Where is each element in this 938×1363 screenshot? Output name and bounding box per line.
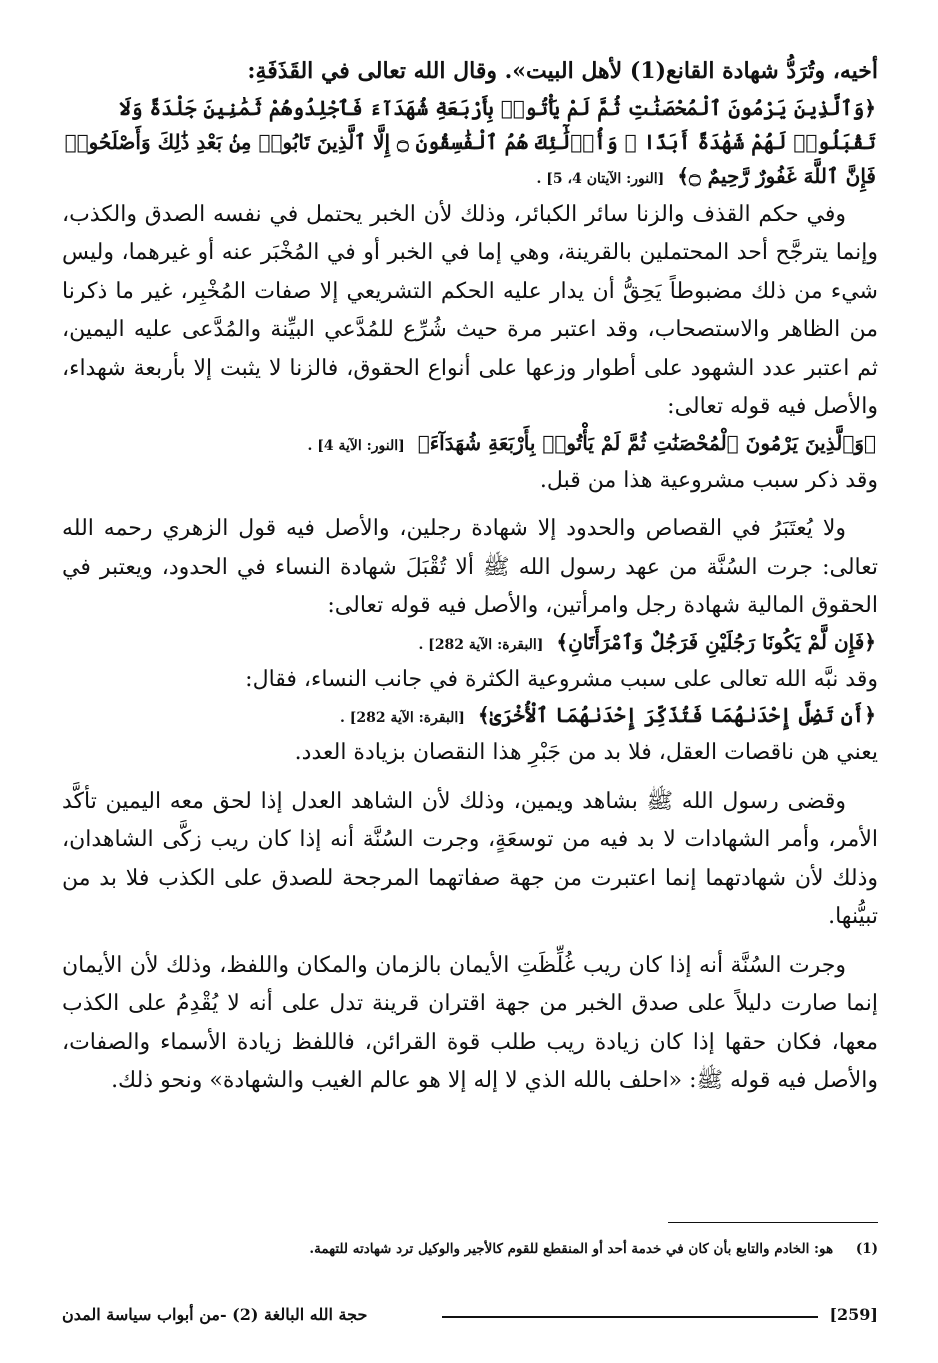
- page-footer: [62, 1305, 878, 1335]
- paragraph-deficiency: يعني هن ناقصات العقل، فلا بد من جَبْرِ هذا النقصان بزيادة العدد.: [294, 740, 878, 765]
- paragraph-qisas-hudud: ولا يُعتَبَرُ في القصاص والحدود إلا شهادة رجلين، والأصل فيه قول الزهري رحمه الله تعالى: جرت السُنَّة من عهد رسول الله ﷺ ألا تُقْبَلَ شهادة النساء في الحدود، ويعتبر في الحقوق المالية شهادة رجل وامرأتين، والأصل فيه قوله تعالى:: [62, 516, 878, 618]
- footnote: [62, 1238, 878, 1260]
- footnote-number: (1): [855, 1241, 878, 1257]
- verse-text: ﴿وَٱلَّذِينَ يَرْمُونَ ٱلْمُحْصَنَٰتِ ثُمَّ لَمْ يَأْتُوا۟ بِأَرْبَعَةِ شُهَدَآءَ فَٱجْلِدُوهُمْ ثَمَٰنِينَ جَلْدَةً وَلَا تَقْبَلُوا۟ لَهُمْ شَهَٰدَةً أَبَدًا ۚ وَأُو۟لَٰٓئِكَ هُمُ ٱلْفَٰسِقُونَ ۝ إِلَّا ٱلَّذِينَ تَابُوا۟ مِنۢ بَعْدِ ذَٰلِكَ وَأَصْلَحُوا۟ فَإِنَّ ٱللَّهَ غَفُورٌ رَّحِيمٌ ۝﴾: [64, 95, 876, 188]
- verse-reference: [البقرة: الآية 282] .: [418, 636, 544, 653]
- book-page: [62, 52, 878, 1342]
- quran-verse-nur-4: [62, 427, 878, 462]
- quran-verse-nur-4-5: [62, 91, 878, 196]
- quran-verse-baqara-282b: [62, 699, 878, 734]
- footnote-separator: [668, 1222, 878, 1223]
- paragraph-previously-mentioned: وقد ذكر سبب مشروعية هذا من قبل.: [539, 467, 878, 493]
- verse-reference: [النور: الآيتان 4، 5] .: [536, 170, 665, 187]
- paragraph-testimony-rules: وفي حكم القذف والزنا سائر الكبائر، وذلك لأن الخبر يحتمل في نفسه الصدق والكذب، وإنما يترجَّح أحد المحتملين بالقرينة، وهي إما في الخبر أو في المُخْبَر عنه أو غيرهما، وليس شيء من ذلك مضبوطاً يَحِقُّ أن يدار عليه الحكم التشريعي إلا صفات المُخْبِر، غير ما ذكرنا من الظاهر والاستصحاب، وقد اعتبر مرة حيث شُرِّع للمُدَّعي البيِّنة والمُدَّعى عليه اليمين، ثم اعتبر عدد الشهود على أطوار وزعها على أنواع الحقوق، فالزنا لا يثبت إلا بأربعة شهداء، والأصل فيه قوله تعالى:: [62, 201, 878, 419]
- verse-reference: [النور: الآية 4] .: [307, 437, 405, 454]
- paragraph-oath-strengthening: وجرت السُنَّة أنه إذا كان ريب غُلِّظَتِ الأيمان بالزمان والمكان واللفظ، وذلك لأن الأيمان إنما صارت دليلاً على صدق الخبر من جهة اقتران قرينة تدل على أنه لا يُقْدِمُ على الكذب معها، فكان حقها إذا كان زيادة ريب طلب قوة القرائن، فاللفظ زيادة الأسماء والصفات، والأصل فيه قوله ﷺ: «احلف بالله الذي لا إله إلا هو عالم الغيب والشهادة» ونحو ذلك.: [62, 952, 878, 1093]
- paragraph-witness-and-oath: وقضى رسول الله ﷺ بشاهد ويمين، وذلك لأن الشاهد العدل إذا لحق معه اليمين تأكَّد الأمر، وأمر الشهادات لا بد فيه من توسعَةٍ، وجرت السُنَّة أنه إذا كان ريب زكَّى الشاهدان، وذلك لأن شهادتهما إنما اعتبرت من جهة صفاتهما المرجحة للصدق على الكذب فلا بد من تبيُّنها.: [62, 788, 878, 929]
- quran-verse-baqara-282a: [62, 626, 878, 661]
- paragraph-women-testimony: وقد نبَّه الله تعالى على سبب مشروعية الكثرة في جانب النساء، فقال:: [245, 666, 878, 692]
- verse-text: ﴿فَإِن لَّمْ يَكُونَا رَجُلَيْنِ فَرَجُلٌ وَٱمْرَأَتَانِ﴾: [556, 629, 876, 654]
- paragraph-intro: أخيه، وتُرَدُّ شهادة القانع(1) لأهل البيت». وقال الله تعالى في القَذَفَةِ:: [247, 58, 878, 84]
- footnote-text: هو: الخادم والتابع بأن كان في خدمة أحد أو المنقطع للقوم كالأجير والوكيل ترد شهادته للتهمة.: [309, 1241, 834, 1257]
- verse-reference: [البقرة: الآية 282] .: [339, 710, 465, 726]
- verse-text: ﴿أَن تَضِلَّ إِحْدَىٰهُمَا فَتُذَكِّرَ إِحْدَىٰهُمَا ٱلْأُخْرَىٰ﴾: [477, 703, 876, 727]
- running-title: حجة الله البالغة (2) -من أبواب سياسة المدن: [62, 1305, 368, 1324]
- page-number: [259]: [829, 1305, 878, 1324]
- verse-text: ﴿وَٱلَّذِينَ يَرْمُونَ ٱلْمُحْصَنَٰتِ ثُمَّ لَمْ يَأْتُوا۟ بِأَرْبَعَةِ شُهَدَآءَ﴾: [417, 430, 876, 455]
- footer-rule: [442, 1316, 818, 1318]
